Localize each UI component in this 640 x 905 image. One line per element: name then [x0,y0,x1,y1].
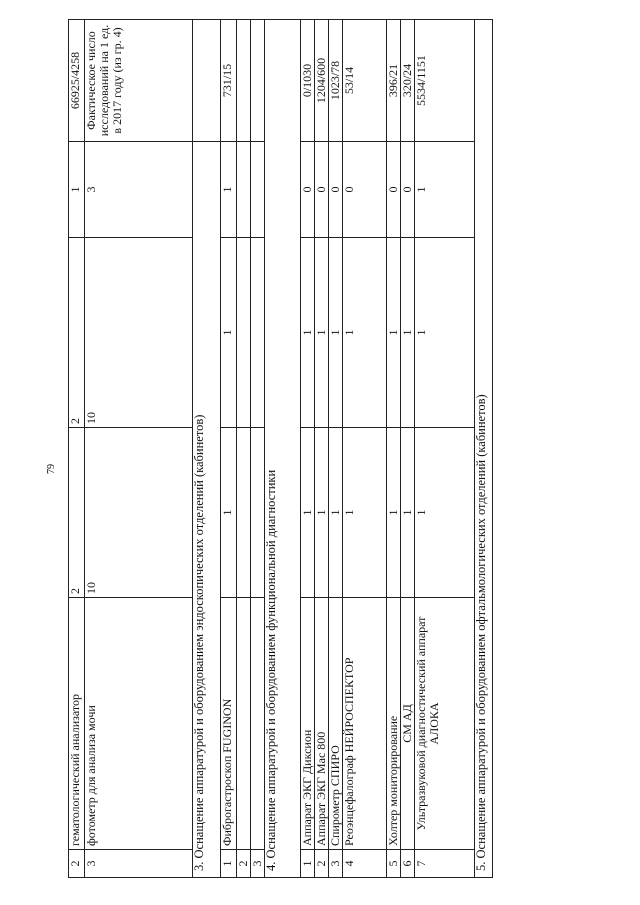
table-row [301,20,315,878]
cell-count: 1 [329,428,343,598]
cell-value: 731/15 [221,20,237,142]
cell-count: 1 [315,238,329,428]
cell-count: 2 [69,238,85,428]
cell-value: 0 [343,142,387,238]
section-title: 4. Оснащение аппаратурой и оборудованием функциональной диагностики [265,20,301,878]
cell-count: 10 [85,238,193,428]
cell-name [251,598,265,850]
cell-name: Спирометр СПИРО [329,598,343,850]
cell-name: Ультразвуковой диагностический аппарат АЛОКА [415,598,475,850]
cell-value: 53/14 [343,20,387,142]
cell-name: Фиброгастроскоп FUGINON [221,598,237,850]
cell-value: 0 [401,142,415,238]
cell-value [237,142,251,238]
table-row [387,20,401,878]
cell-value: 0 [315,142,329,238]
table-row [85,20,193,878]
cell-count: 10 [85,428,193,598]
cell-count [251,238,265,428]
cell-name: СМ АД [401,598,415,850]
cell-value: 1023/78 [329,20,343,142]
table-row [237,20,251,878]
cell-count: 1 [343,238,387,428]
cell-count [237,238,251,428]
table-row [315,20,329,878]
cell-num: 4 [343,850,387,878]
cell-value: 1 [221,142,237,238]
table-row [401,20,415,878]
table-row [221,20,237,878]
cell-num: 1 [301,850,315,878]
cell-num: 7 [415,850,475,878]
cell-name: Реоэнцефалограф НЕЙРОСПЕКТОР [343,598,387,850]
cell-num: 3 [251,850,265,878]
cell-value [251,142,265,238]
cell-count: 1 [221,238,237,428]
cell-count: 1 [221,428,237,598]
cell-value [251,20,265,142]
cell-num: 2 [69,850,85,878]
cell-count [251,428,265,598]
cell-num: 5 [387,850,401,878]
section-header-row [193,20,221,878]
cell-count: 1 [315,428,329,598]
cell-num: 3 [85,850,193,878]
cell-count: 1 [387,428,401,598]
cell-count: 1 [301,238,315,428]
cell-count: 1 [301,428,315,598]
cell-count: 1 [387,238,401,428]
table-row [329,20,343,878]
cell-value: 1 [415,142,475,238]
cell-value: 3 [85,142,193,238]
cell-count: 1 [401,238,415,428]
cell-count: 1 [329,238,343,428]
cell-value: 66925/4258 [69,20,85,142]
cell-name: Аппарат ЭКГ Мас 800 [315,598,329,850]
cell-value: 1204/600 [315,20,329,142]
cell-value: 0/1030 [301,20,315,142]
rotated-table-area [46,20,520,878]
cell-value: 320/24 [401,20,415,142]
equipment-table [68,19,493,878]
cell-count [237,428,251,598]
cell-count: 2 [69,428,85,598]
page-number: 79 [46,464,57,474]
cell-value: 1 [69,142,85,238]
cell-num: 1 [221,850,237,878]
table-row [415,20,475,878]
table-row [251,20,265,878]
cell-num: 2 [237,850,251,878]
cell-value: 396/21 [387,20,401,142]
cell-num: 6 [401,850,415,878]
cell-count: 1 [415,428,475,598]
cell-value: 5534/1151 [415,20,475,142]
cell-count: 1 [415,238,475,428]
cell-value: 0 [301,142,315,238]
cell-value: 0 [329,142,343,238]
cell-value: 0 [387,142,401,238]
cell-num: 2 [315,850,329,878]
cell-num: 3 [329,850,343,878]
cell-name: Аппарат ЭКГ Диксион [301,598,315,850]
cell-name: фотометр для анализа мочи [85,598,193,850]
cell-name: Холтер мониторирование [387,598,401,850]
empty-cell [193,20,221,142]
table-row [69,20,85,878]
table-row [343,20,387,878]
section-header-row [265,20,301,878]
cell-count: 1 [343,428,387,598]
cell-name [237,598,251,850]
cell-value: Фактическое число исследований на 1 ед. в 2017 году (из гр. 4) [85,20,193,142]
cell-count: 1 [401,428,415,598]
cell-value [237,20,251,142]
cell-name: гематологический анализатор [69,598,85,850]
section-title: 3. Оснащение аппаратурой и оборудованием эндоскопических отделений (кабинетов) [193,142,221,878]
section-header-row [475,20,493,878]
section-title: 5. Оснащение аппаратурой и оборудованием офтальмологических отделений (кабинетов) [475,20,493,878]
